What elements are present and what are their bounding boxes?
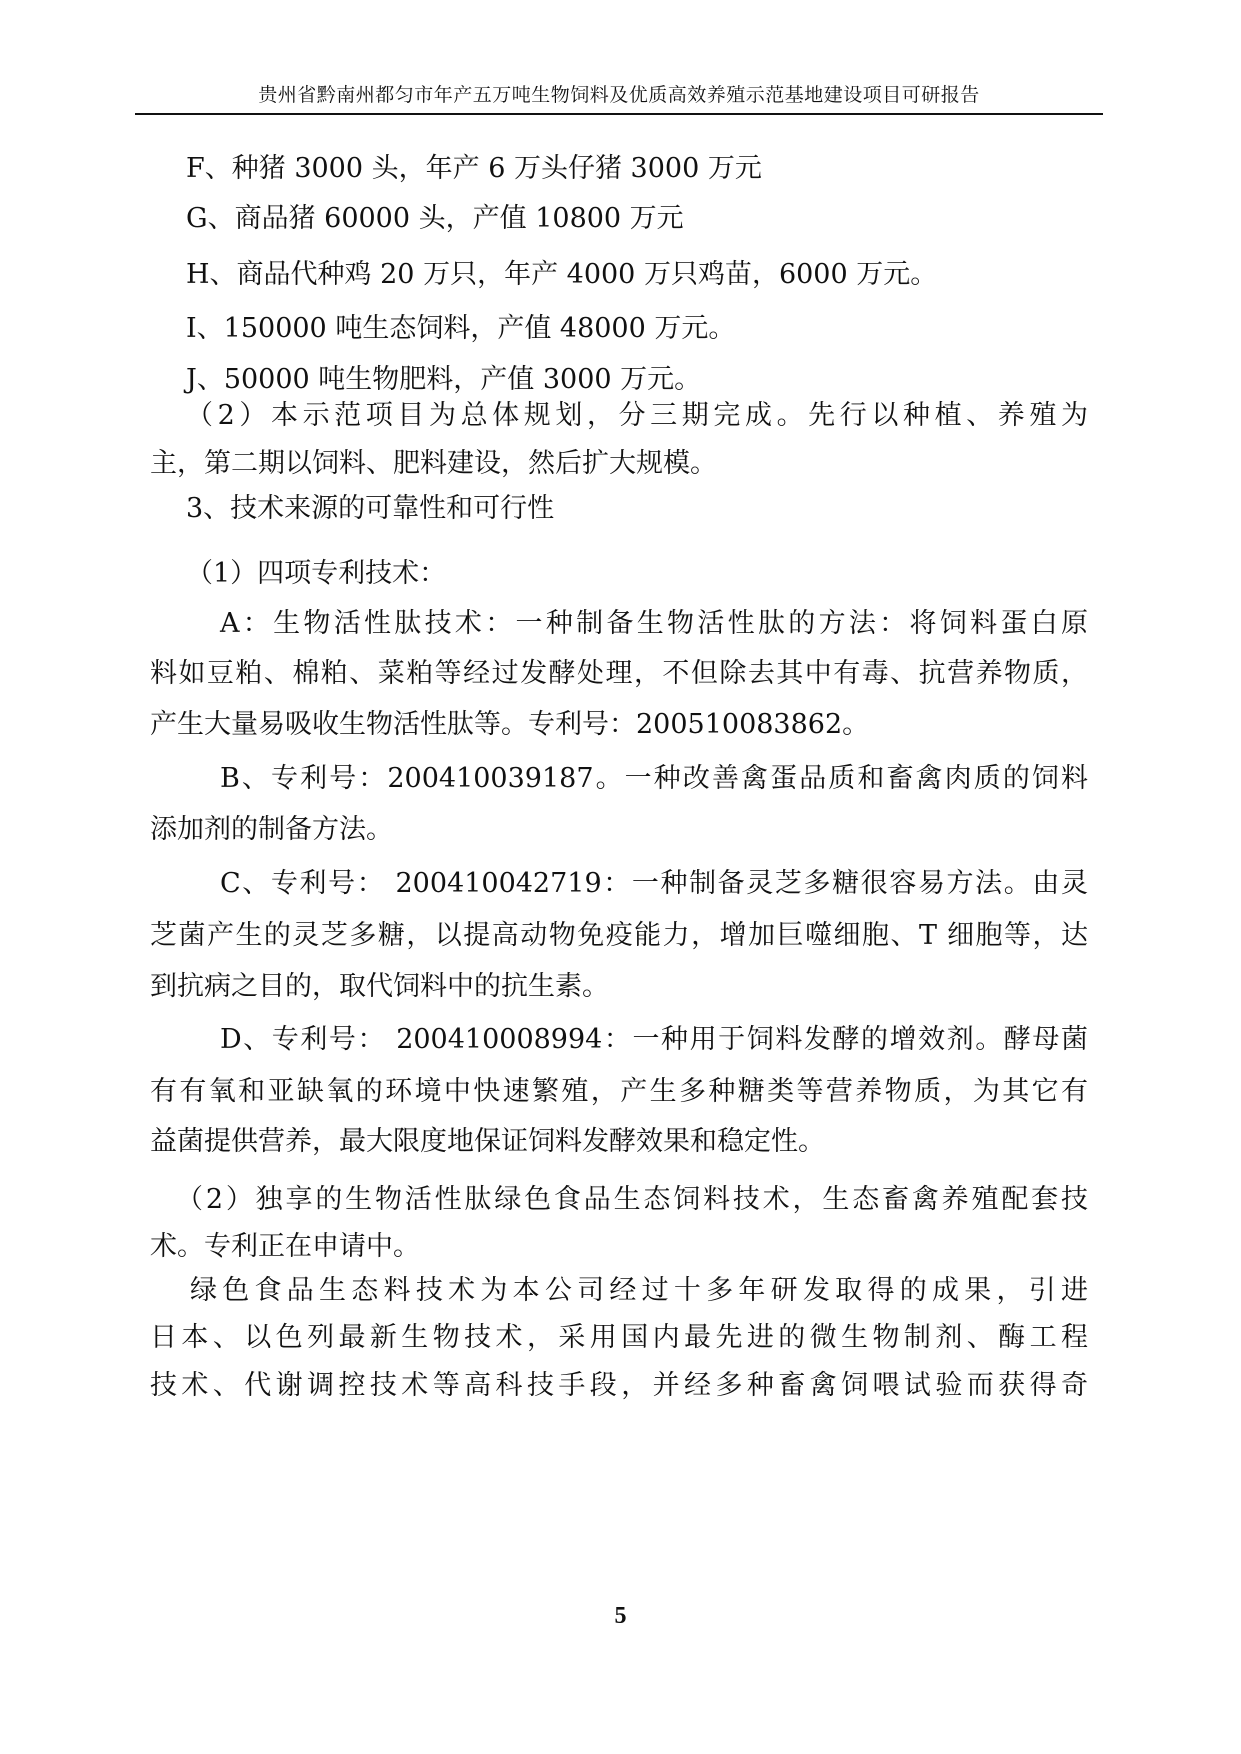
paragraph-line: H、商品代种鸡 20 万只，年产 4000 万只鸡苗，6000 万元。	[186, 259, 938, 290]
paragraph-line: 料如豆粕、棉粕、菜粕等经过发酵处理，不但除去其中有毒、抗营养物质，	[150, 658, 1088, 689]
paragraph-line: 芝菌产生的灵芝多糖，以提高动物免疫能力，增加巨噬细胞、T 细胞等，达	[150, 920, 1088, 951]
paragraph-line: A：生物活性肽技术：一种制备生物活性肽的方法：将饲料蛋白原	[220, 608, 1088, 639]
section-heading: 3、技术来源的可靠性和可行性	[186, 493, 555, 524]
paragraph-line: （2）本示范项目为总体规划，分三期完成。先行以种植、养殖为	[186, 400, 1088, 431]
paragraph-line: C、专利号： 200410042719：一种制备灵芝多糖很容易方法。由灵	[220, 868, 1088, 899]
paragraph-line: J、50000 吨生物肥料，产值 3000 万元。	[186, 364, 702, 395]
paragraph-line: 术。专利正在申请中。	[150, 1231, 420, 1262]
paragraph-line: 主，第二期以饲料、肥料建设，然后扩大规模。	[150, 448, 717, 479]
paragraph-line: 益菌提供营养，最大限度地保证饲料发酵效果和稳定性。	[150, 1126, 825, 1157]
paragraph-line: 添加剂的制备方法。	[150, 814, 393, 845]
page-number: 5	[614, 1603, 627, 1629]
paragraph-line: 技术、代谢调控技术等高科技手段，并经多种畜禽饲喂试验而获得奇	[150, 1370, 1088, 1401]
paragraph-line: 日本、以色列最新生物技术，采用国内最先进的微生物制剂、酶工程	[150, 1322, 1088, 1353]
subsection-heading: （1）四项专利技术：	[186, 558, 447, 589]
paragraph-line: 有有氧和亚缺氧的环境中快速繁殖，产生多种糖类等营养物质，为其它有	[150, 1076, 1088, 1107]
paragraph-line: G、商品猪 60000 头，产值 10800 万元	[186, 203, 684, 234]
paragraph-line: 到抗病之目的，取代饲料中的抗生素。	[150, 971, 609, 1002]
paragraph-line: （2）独享的生物活性肽绿色食品生态饲料技术，生态畜禽养殖配套技	[176, 1184, 1088, 1215]
paragraph-line: 产生大量易吸收生物活性肽等。专利号：200510083862。	[150, 709, 870, 740]
paragraph-line: B、专利号：200410039187。一种改善禽蛋品质和畜禽肉质的饲料	[220, 763, 1088, 794]
paragraph-line: I、150000 吨生态饲料，产值 48000 万元。	[186, 313, 736, 344]
paragraph-line: 绿色食品生态料技术为本公司经过十多年研发取得的成果，引进	[190, 1275, 1088, 1306]
paragraph-line: F、种猪 3000 头，年产 6 万头仔猪 3000 万元	[186, 153, 762, 184]
header-divider	[135, 113, 1103, 115]
document-header-title: 贵州省黔南州都匀市年产五万吨生物饲料及优质高效养殖示范基地建设项目可研报告	[258, 84, 980, 106]
paragraph-line: D、专利号： 200410008994：一种用于饲料发酵的增效剂。酵母菌	[220, 1024, 1088, 1055]
